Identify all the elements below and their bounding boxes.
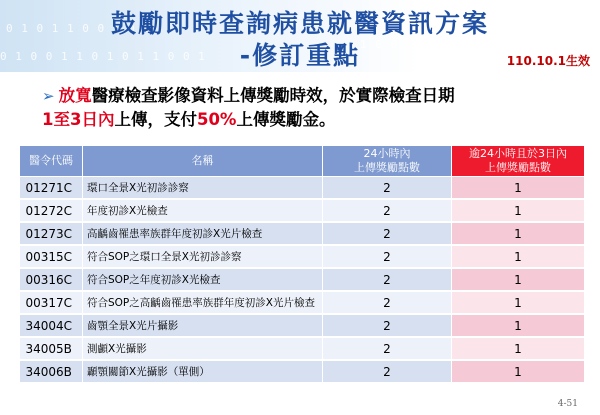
- cell-name: 符合SOP之高齲齒罹患率族群年度初診X光片檢查: [83, 291, 323, 314]
- binary-decoration: 0 1 0 0 1 1 0 1 0 1 1 0 0 1: [0, 50, 206, 63]
- cell-name: 環口全景X光初診診察: [83, 177, 323, 200]
- header-banner: [0, 0, 600, 72]
- header-within24-line1: 24小時內: [363, 147, 411, 160]
- header-over24-line2: 上傳獎勵點數: [485, 161, 551, 174]
- cell-within24: 2: [323, 314, 452, 337]
- cell-within24: 2: [323, 245, 452, 268]
- header-over24-line1: 逾24小時且於3日內: [469, 147, 567, 160]
- cell-name: 符合SOP之環口全景X光初診診察: [83, 245, 323, 268]
- table-header-row: [20, 146, 585, 177]
- cell-within24: 2: [323, 268, 452, 291]
- cell-over24: 1: [452, 222, 585, 245]
- binary-decoration: 1 0 0 1 0 1 1 0: [360, 38, 475, 51]
- cell-over24: 1: [452, 360, 585, 383]
- cell-within24: 2: [323, 337, 452, 360]
- page-subtitle: -修訂重點: [239, 41, 361, 70]
- cell-over24: 1: [452, 199, 585, 222]
- cell-within24: 2: [323, 177, 452, 200]
- table-row: [20, 337, 585, 360]
- header-over24: [452, 146, 585, 177]
- incentive-table: [19, 145, 585, 384]
- cell-code: 00316C: [20, 268, 83, 291]
- table-row: [20, 314, 585, 337]
- cell-over24: 1: [452, 177, 585, 200]
- cell-code: 01272C: [20, 199, 83, 222]
- bullet-text: 醫療檢查影像資料上傳獎勵時效，於實際檢查日期: [91, 86, 455, 105]
- arrow-bullet-icon: ➢: [42, 87, 55, 105]
- cell-code: 34004C: [20, 314, 83, 337]
- cell-name: 符合SOP之年度初診X光檢查: [83, 268, 323, 291]
- effective-date-badge: 110.10.1生效: [506, 54, 590, 68]
- bullet-text: 上傳，支付: [114, 110, 197, 129]
- cell-code: 00315C: [20, 245, 83, 268]
- cell-code: 34006B: [20, 360, 83, 383]
- table-row: [20, 199, 585, 222]
- bullet-point: [42, 84, 582, 132]
- cell-code: 01273C: [20, 222, 83, 245]
- table-row: [20, 245, 585, 268]
- cell-code: 01271C: [20, 177, 83, 200]
- table-row: [20, 268, 585, 291]
- bullet-highlight: 放寬: [58, 86, 92, 105]
- bullet-highlight: 50%: [196, 110, 237, 129]
- table-row: [20, 360, 585, 383]
- header-name: 名稱: [83, 146, 323, 177]
- header-within24-line2: 上傳獎勵點數: [354, 161, 420, 174]
- page-title: 鼓勵即時查詢病患就醫資訊方案: [110, 9, 489, 38]
- table-row: [20, 177, 585, 200]
- cell-within24: 2: [323, 222, 452, 245]
- cell-name: 年度初診X光檢查: [83, 199, 323, 222]
- header-code: 醫令代碼: [20, 146, 83, 177]
- bullet-text: 上傳獎勵金。: [236, 110, 336, 129]
- cell-over24: 1: [452, 314, 585, 337]
- cell-within24: 2: [323, 291, 452, 314]
- binary-decoration: 0 1 0 1 1 0 0 1 0 1: [6, 22, 151, 35]
- cell-code: 00317C: [20, 291, 83, 314]
- cell-name: 測顱X光攝影: [83, 337, 323, 360]
- cell-name: 齒顎全景X光片攝影: [83, 314, 323, 337]
- bullet-highlight: 1至3日內: [42, 110, 115, 129]
- cell-over24: 1: [452, 291, 585, 314]
- cell-within24: 2: [323, 360, 452, 383]
- header-within24: [323, 146, 452, 177]
- cell-code: 34005B: [20, 337, 83, 360]
- cell-over24: 1: [452, 337, 585, 360]
- table-row: [20, 222, 585, 245]
- cell-within24: 2: [323, 199, 452, 222]
- cell-name: 高齲齒罹患率族群年度初診X光片檢查: [83, 222, 323, 245]
- table-row: [20, 291, 585, 314]
- cell-over24: 1: [452, 245, 585, 268]
- cell-over24: 1: [452, 268, 585, 291]
- cell-name: 顳顎關節X光攝影（單側）: [83, 360, 323, 383]
- page-number: 4-51: [557, 399, 578, 409]
